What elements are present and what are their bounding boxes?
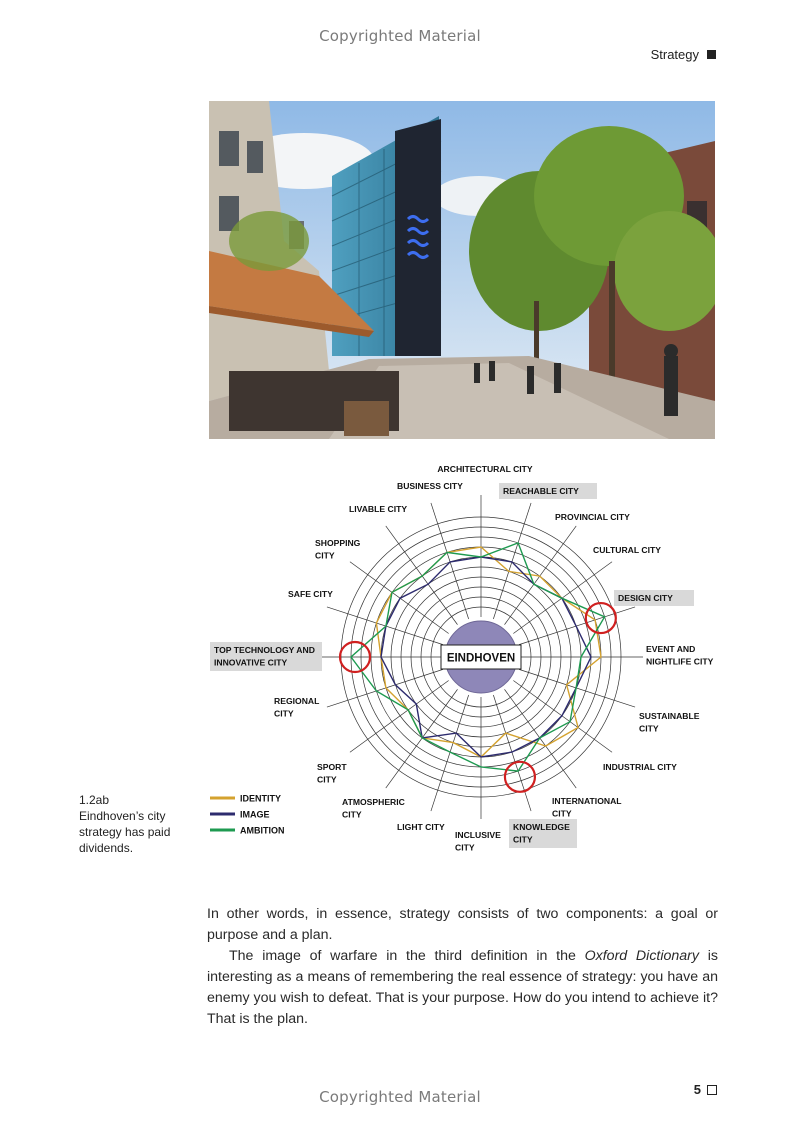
axis-label bbox=[342, 797, 405, 820]
axis-label-line: CITY bbox=[552, 808, 572, 819]
radar-spoke bbox=[350, 681, 449, 753]
axis-label-line: TOP TECHNOLOGY AND bbox=[214, 645, 315, 655]
figure-caption bbox=[79, 792, 191, 856]
axis-label-line: CITY bbox=[513, 834, 533, 845]
radar-spoke bbox=[513, 562, 612, 634]
axis-label-line: CITY bbox=[342, 809, 362, 820]
axis-label-line: REGIONAL bbox=[274, 696, 320, 706]
radar-spoke bbox=[386, 526, 458, 625]
axis-label bbox=[349, 504, 407, 514]
axis-label-group bbox=[509, 819, 577, 848]
axis-label-line: INNOVATIVE CITY bbox=[214, 657, 288, 668]
figure-number: 1.2ab bbox=[79, 793, 110, 807]
axis-label-group bbox=[646, 644, 714, 667]
axis-label-group bbox=[437, 464, 533, 474]
axis-label-line: SPORT bbox=[317, 762, 347, 772]
body-text bbox=[207, 904, 718, 1030]
axis-label bbox=[397, 822, 445, 832]
axis-label bbox=[503, 486, 579, 496]
street-photo bbox=[209, 101, 715, 439]
figure-caption-text: Eindhoven’s city strategy has paid dividends. bbox=[79, 809, 171, 855]
page-number-value: 5 bbox=[693, 1082, 701, 1097]
axis-label-group bbox=[288, 589, 333, 599]
legend-label-ambition: AMBITION bbox=[240, 825, 285, 836]
axis-label-line: CULTURAL CITY bbox=[593, 545, 661, 555]
axis-label bbox=[437, 464, 533, 474]
body-paragraph-1: In other words, in essence, strategy consists of two components: a goal or purpose and a plan. bbox=[207, 906, 718, 943]
axis-label-group bbox=[315, 538, 361, 561]
axis-label bbox=[646, 644, 714, 667]
running-head-label: Strategy bbox=[650, 47, 699, 62]
axis-label-line: REACHABLE CITY bbox=[503, 486, 579, 496]
axis-label-group bbox=[614, 590, 694, 606]
axis-label-line: NIGHTLIFE CITY bbox=[646, 656, 714, 667]
axis-label bbox=[618, 593, 673, 603]
axis-label-line: DESIGN CITY bbox=[618, 593, 673, 603]
legend-label-image: IMAGE bbox=[240, 809, 270, 820]
radar-spoke bbox=[505, 689, 577, 788]
axis-label-group bbox=[210, 642, 322, 671]
axis-label-group bbox=[342, 797, 405, 820]
axis-label-group bbox=[552, 796, 622, 819]
axis-label-group bbox=[317, 762, 347, 785]
axis-label bbox=[288, 589, 333, 599]
axis-label-line: SAFE CITY bbox=[288, 589, 333, 599]
axis-label-line: KNOWLEDGE bbox=[513, 822, 570, 832]
axis-label bbox=[317, 762, 347, 785]
axis-label-line: CITY bbox=[455, 842, 475, 853]
axis-label bbox=[639, 711, 700, 734]
axis-label-group bbox=[593, 545, 661, 555]
axis-label-group bbox=[274, 696, 319, 719]
axis-label bbox=[455, 830, 501, 853]
axis-label bbox=[593, 545, 661, 555]
axis-label-group bbox=[499, 483, 597, 499]
axis-label bbox=[555, 512, 630, 522]
axis-label-line: PROVINCIAL CITY bbox=[555, 512, 630, 522]
axis-label-line: LIGHT CITY bbox=[397, 822, 445, 832]
axis-label-line: SUSTAINABLE bbox=[639, 711, 700, 721]
legend-label-identity: IDENTITY bbox=[240, 793, 282, 804]
axis-label-line: BUSINESS CITY bbox=[397, 481, 463, 491]
axis-label-line: CITY bbox=[274, 708, 294, 719]
axis-label-line: INTERNATIONAL bbox=[552, 796, 622, 806]
axis-label-line: ARCHITECTURAL CITY bbox=[437, 464, 533, 474]
axis-label-line: SHOPPING bbox=[315, 538, 361, 548]
radar-spoke bbox=[386, 689, 458, 788]
axis-label-line: CITY bbox=[315, 550, 335, 561]
axis-label-line: CITY bbox=[639, 723, 659, 734]
city-strategy-radar-chart bbox=[205, 455, 735, 865]
axis-label-group bbox=[455, 830, 501, 853]
radar-legend bbox=[210, 794, 285, 836]
axis-label-group bbox=[603, 762, 677, 772]
axis-label-group bbox=[397, 822, 445, 832]
axis-label-line: LIVABLE CITY bbox=[349, 504, 408, 514]
radar-spoke bbox=[513, 681, 612, 753]
axis-label-group bbox=[555, 512, 630, 522]
running-head bbox=[651, 47, 716, 62]
axis-label-group bbox=[349, 504, 407, 514]
axis-label-line: ATMOSPHERIC bbox=[342, 797, 405, 807]
axis-label-line: EVENT AND bbox=[646, 644, 696, 654]
oxford-dictionary-title: Oxford Dictionary bbox=[584, 948, 700, 964]
axis-label-line: CITY bbox=[317, 774, 337, 785]
radar-spoke bbox=[350, 562, 449, 634]
copyright-footer: Copyrighted Material bbox=[319, 1088, 481, 1106]
copyright-header: Copyrighted Material bbox=[319, 27, 481, 45]
radar-center bbox=[441, 621, 521, 693]
axis-label-group bbox=[639, 711, 700, 734]
axis-label-line: INCLUSIVE bbox=[455, 830, 501, 840]
axis-label bbox=[603, 762, 677, 772]
axis-label bbox=[315, 538, 361, 561]
radar-spoke bbox=[505, 526, 577, 625]
axis-label bbox=[552, 796, 622, 819]
body-paragraph-2: The image of warfare in the third definition in the Oxford Dictionary is interesting as a means of remembering the real essence of strategy: you have an enemy you wish to defeat. That is your purpose. How do you intend to achieve it? That is the plan. bbox=[207, 948, 719, 1027]
axis-label bbox=[397, 481, 463, 491]
axis-label bbox=[274, 696, 319, 719]
filled-square-icon bbox=[707, 50, 716, 59]
axis-label-group bbox=[397, 481, 463, 491]
axis-label-line: INDUSTRIAL CITY bbox=[603, 762, 677, 772]
center-label: EINDHOVEN bbox=[446, 652, 516, 665]
